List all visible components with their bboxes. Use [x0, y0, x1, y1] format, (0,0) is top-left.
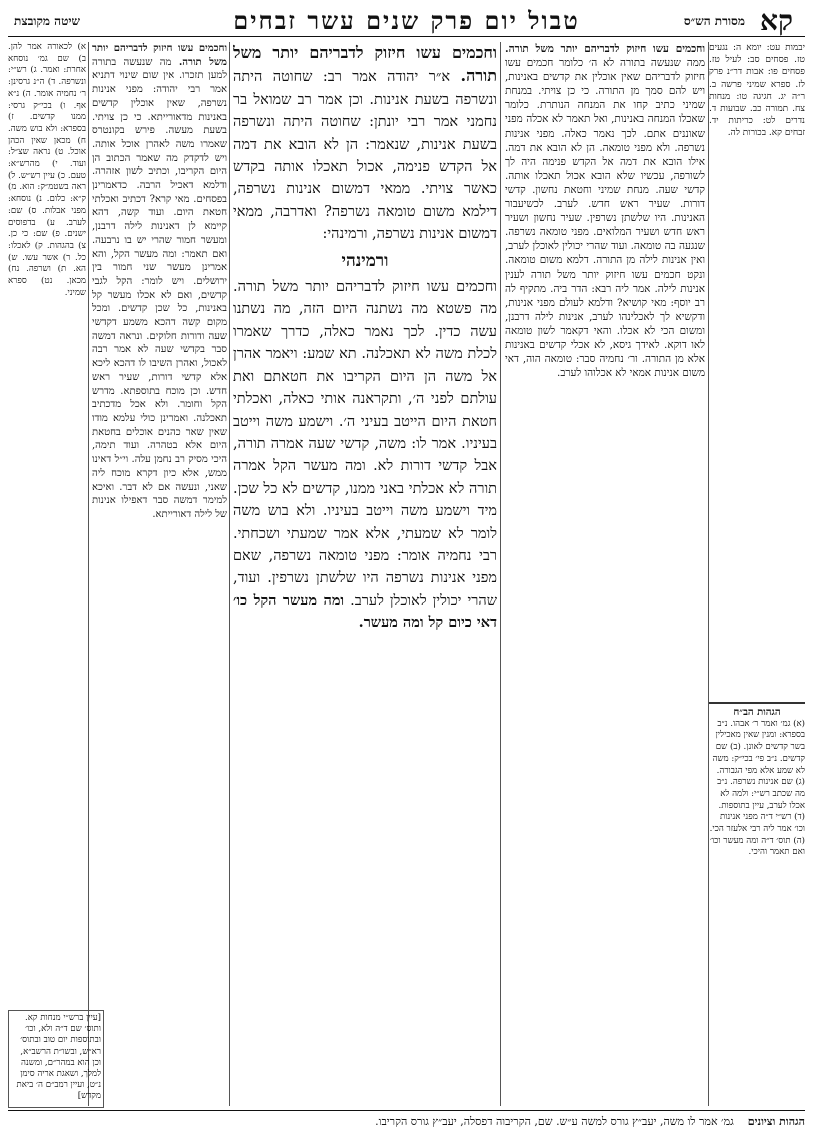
tosafot-text-continued: ולא אכל מדכתיב תאכלנה. ואמרינן כולי עלמא מודו שאין שאר כהנים אוכלים בחטאת היום אלא בטהרה. ועוד תימה, היכי מסיק רב נחמן עלה. וי״ל דאינו ממש, אלא כיון דקרא מוכח ליה שאני, ונעשה אם לא דבר. ואיכא למימר דמשה סבר דאפילו אנינות של לילה דאורייתא.	[92, 399, 227, 520]
left-notes-text: א) לכאורה אמר להן. ב) שם גמ׳ נוסחא אחרת: ואמר. ג) רש״י: ונשרפה. ד) ה״נ גרסינן: ר׳ נחמיה אומר. ה) נ״א אף. ו) בכי״ק גרסי: ממנו קדשים. ז) בספרא: ולא בוש משה. ח) מכאן שאין הכהן אוכל. ט) נראה שצ״ל: ועוד. י) מהרש״א: טעם. כ) עיין רש״ש. ל) ראה בשטמ״ק: הוא. מ) ק״א: כלום. נ) נוסחא: מפני אבלות. ס) שם: לערב. ע) בדפוסים ישנים. פ) שם: כי כן. צ) בהגהות. ק) לאכלו: כל. ר) אשר עשו. ש) הא. ת) ושרפה. נח) מכאן. נט) ספרא שמיני.	[8, 42, 86, 298]
tosafot-lead: וחכמים עשו חיזוק לדבריהם יותר משל תורה.	[92, 43, 227, 68]
bottom-note-box	[8, 1010, 104, 1108]
shita-mekubetzet-notes	[8, 42, 86, 1002]
tosafot-text: מה שנעשה בתורה למען תזכרו. אין שום שינוי דתניא אמר רבי יהודה: מפני אנינות נשרפה, שאין אוכלין קדשים באנינות מדאורייתא. כי כן צויתי. בשעת מעשה. פירש בקונטרס שאמרו משה לאהרן אוכל אותה. ויש לדקדק מה שאמר הכתוב הן היום הקריבו, וכתיב לשון אזהרה. ודלמא דאכיל הרבה. כדאמרינן בפסחים. מאי קרא? דכתיב ואכלתי חטאת היום. ועוד קשה, דהא קיימא לן דאנינות לילה דרבנן, ומעשר חמור שהרי יש בו נרבעה. ואם תאמר: ומה מעשר הקל, והא אמרינן מעשר שני חמור בין ירושלים. ויש לומר: הקל לגבי קדשים, ואם לא אכלו מעשר קל באנינות, כל שכן קדשים. ומכל מקום קשה דהכא משמע דקדשי שעה ודורות חלוקים. ונראה דמשה סבר בקדשי שעה לא אמר רבה לאכול, ואהרן השיבו לו דהכא ליכא אלא קדשי דורות, שעיר ראש חדש. וכן מוכח בתוספתא. מדרש הקל וחומר.	[92, 56, 227, 411]
folio-number: קא	[760, 4, 793, 37]
rashi-lead: וחכמים עשו חיזוק לדבריהם יותר משל תורה.	[505, 43, 705, 55]
separator-3	[229, 42, 230, 1106]
rashi-text: ממה שנעשה בתורה לא ה׳ כלומר חכמים עשו חיזוק לדבריהם שאין אוכלין את קדשים באנינות, ויש להם סמך מן התורה. כי כן צויתי. במנחת שמיני כתיב קחו את המנחה הנותרת. כלומר שאכלו המנחה באנינות, ואל תאמר לא אכלה מפני שאוננים אתם. לכך נאמר כאלה. מפני אנינות נשרפה. ולא מפני טומאה. הן לא הובא את דמה. אילו הובא את דמה אל הקדש פנימה היה לך לשורפה, עכשיו שלא הובא אכול תאכלו אותה. קדשי שעה. מנחת שמיני וחטאת נחשון. קדשי דורות. שעיר ראש חדש. לערב. לכשיעבור האנינות. היו שלשתן נשרפין. שעיר נחשון ושעיר ראש חדש ושעיר המלואים. מפני טומאה נשרפה. שנגעה בה טומאה. ועוד שהרי יכולין לאוכלן לערב, ואין אנינות לילה מן התורה.	[505, 57, 705, 267]
bottom-note-text: [עיין ברש״י מנחות קא. ותוס׳ שם ד״ה ולא, וכו׳ ובתוספות יום טוב ובתוס׳ רא״ש, ובשו״ת הרשב״א, וכן הוא במהר״ם, ומשנה למלך, ושאגת אריה סימן נ״ט, ועיין רמב״ם ה׳ ביאת מקדש]	[16, 1013, 101, 1102]
footer-text: גמ׳ אמר לו משה, יעב״ץ גורס למשה ע״ש. שם, הקריבוה דפסלה, יעב״ץ גורס הקריבו.	[375, 1115, 734, 1128]
right-margin-label: מסורת הש״ס	[683, 14, 745, 28]
page-footer	[8, 1110, 805, 1128]
gemara-lead: וחכמים עשו חיזוק לדבריהם יותר משל תורה.	[233, 43, 497, 86]
gemara-section-word: ורמינהי	[341, 250, 389, 271]
tosafot-column	[92, 42, 227, 1106]
hagahot-box	[709, 702, 805, 1007]
separator-2	[500, 42, 501, 1106]
cross-references-text: יבמות עט: יומא ה: נגעים טז. פסחים סב: לעיל טז. פסחים פו: אבות דר״נ פרק לז. ספרא שמיני פרשה ב. ר״ה יג. חגיגה טו: מנחות צח. תמורה כב. שבועות ד. נדרים לט: כריתות יד. זבחים קא. בכורות לה.	[709, 43, 805, 139]
cross-references	[709, 42, 805, 692]
page-header	[8, 4, 805, 37]
page-title: טבול יום פרק שנים עשר זבחים	[233, 6, 580, 35]
left-margin-label: שיטה מקובצת	[14, 14, 80, 28]
rashi-text-continued: דלמא משום טומאה. ונקט חכמים עשו חיזוק יותר משל תורה לענין אנינות לילה. אמר ליה רבא: הדר ביה. מתקיף לה רב יוסף: מאי קושיא? ודלמא לעולם מפני אנינות, ודקשיא לך לאכלינהו לערב, אנינות לילה דרבנן, ומשום הכי לא אכלו. והאי דקאמר לשון טומאה לאו דוקא. לאידך גיסא, לא אכלי קדשים באנינות אלא מן התורה. ור׳ נחמיה סבר: טומאה הוה, דאי משום אנינות אמאי לא אכלוהו לערב.	[505, 254, 705, 380]
footer-label: הגהות וציונים	[747, 1115, 805, 1128]
gemara-text: א״ר יהודה אמר רב: שחוטה היתה ונשרפה בשעת אנינות. וכן אמר רב שמואל בר נחמני אמר רבי יונתן: שחוטה היתה ונשרפה בשעת אנינות, שנאמר: הן לא הובא את דמה אל הקדש פנימה, אכול תאכלו אותה בקדש כאשר צויתי. ממאי דמשום אנינות נשרפה, דילמא משום טומאה נשרפה? ואדרבה, ממאי דמשום אנינות נשרפה, ורמינהי:	[233, 69, 497, 243]
gemara-closing: ומה מעשר הקל כו׳ דאי כיום קל ומה מעשר.	[233, 591, 497, 632]
hagahot-heading: הגהות הב״ח	[733, 707, 781, 718]
gemara-column	[233, 42, 497, 1106]
separator-4	[88, 42, 89, 1106]
header-rule	[8, 36, 805, 37]
hagahot-text: (א) גמ׳ ואמר ר׳ אבהו. נ״ב בספרא: ומנין שאין מאכילין בשר קדשים לאונן. (ב) שם קדשים. נ״ב פי׳ בכי״ק: משה לא שמע אלא מפי הגבורה. (ג) שם אנינות נשרפה. נ״ב מה שכתב רש״י: ולמה לא אכלו לערב, עיין בתוספות. (ד) רש״י ד״ה מפני אנינות וכו׳ אמר ליה רבי אלעזר הכי. (ה) תוס׳ ד״ה ומה מעשר וכו׳ ואם תאמר והיכי.	[709, 718, 805, 858]
separator-1	[708, 42, 709, 1106]
gemara-text-continued: וחכמים עשו חיזוק לדבריהם יותר משל תורה. מה פשטא מה נשתנה היום הזה, מה נשתנו עשה כדין. לכך נאמר כאלה, כדרך שאמרו לכלת משה לא תאכלנה. תא שמע: ויאמר אהרן אל משה הן היום הקריבו את חטאתם ואת עולתם לפני ה׳, ותקראנה אותי כאלה, ואכלתי חטאת היום הייטב בעיני ה׳. וישמע משה וייטב בעיניו. אמר לו: משה, קדשי שעה אמרה תורה, אבל קדשי דורות לא. ומה מעשר הקל אמרה תורה לא אכלתי באני ממנו, קדשים לא כל שכן. מיד וישמע משה וייטב בעיניו. ולא בוש משה לומר לא שמעתי, אלא אמר שמעתי ושכחתי. רבי נחמיה אומר: מפני טומאה נשרפה, שאם מפני אנינות נשרפה היו שלשתן נשרפין. ועוד, שהרי יכולין לאוכלן לערב.	[233, 279, 497, 609]
rashi-column	[505, 42, 705, 1106]
